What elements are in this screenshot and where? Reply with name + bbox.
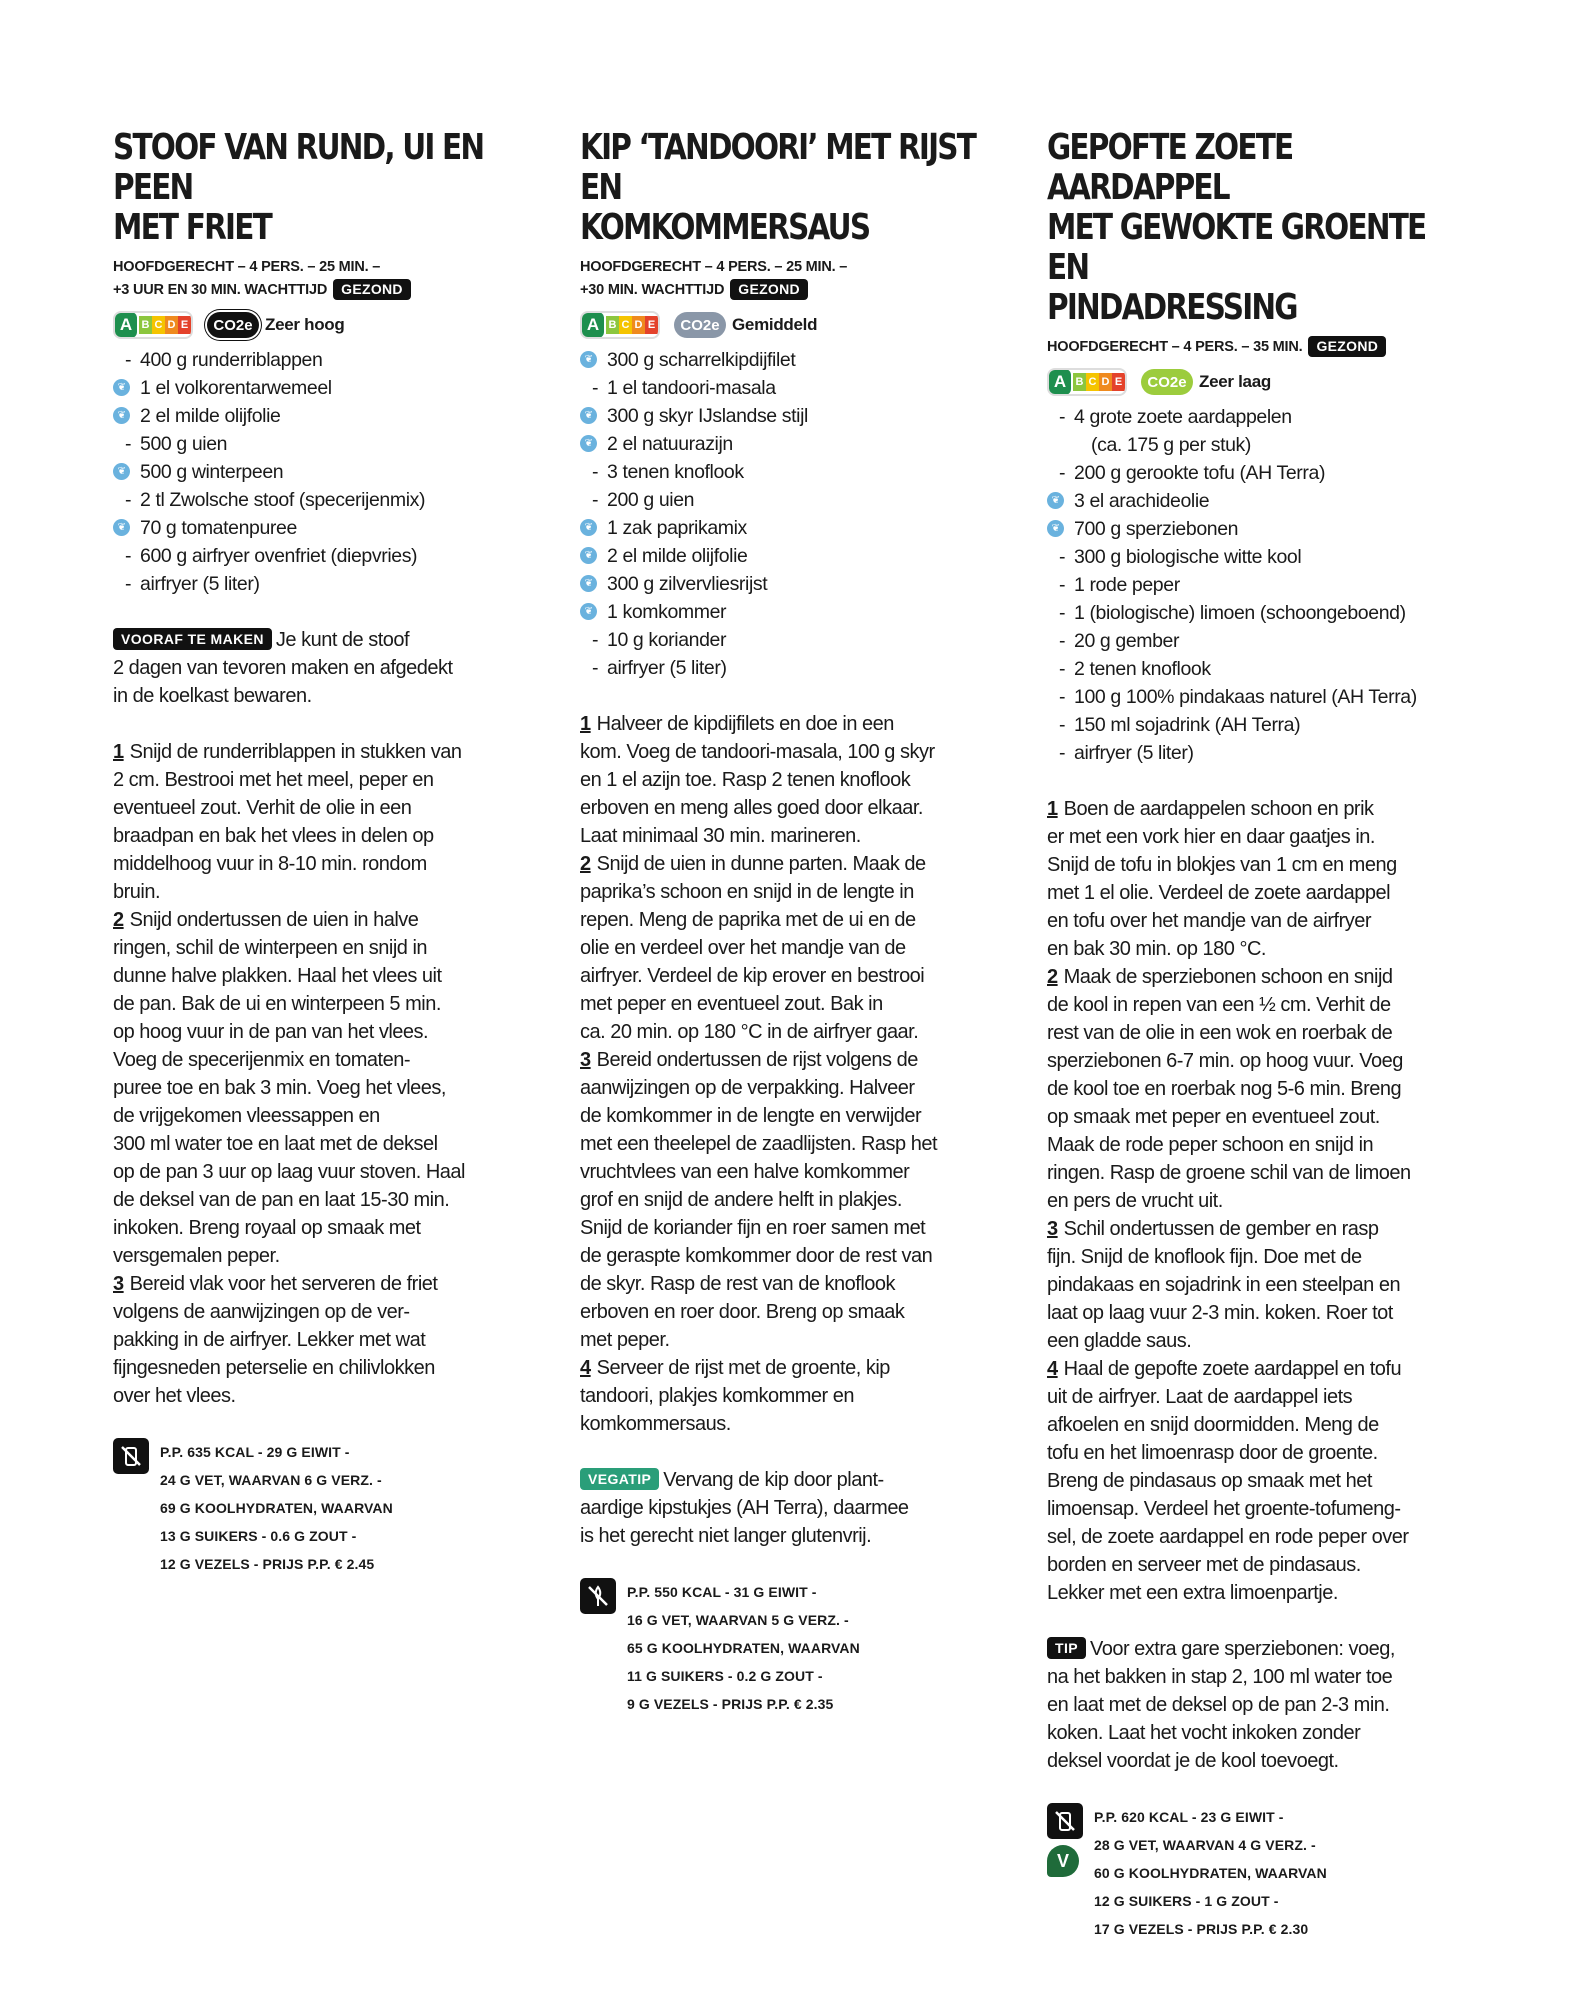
gezond-badge: GEZOND (1308, 336, 1386, 357)
tip-text-line: deksel voordat je de kool toevoegt. (1047, 1750, 1339, 1772)
biological-leaf-icon: ❦ (580, 351, 597, 368)
ingredient-text: 1 el volkorentarwemeel (140, 377, 332, 399)
vegatip-tag: VEGATIP (580, 1468, 659, 1490)
nutrition-info (1047, 1803, 1467, 1943)
tip-text-line: na het bakken in stap 2, 100 ml water toe (1047, 1666, 1393, 1688)
biological-leaf-icon: ❦ (113, 407, 130, 424)
recipe-title-line: STOOF VAN RUND, UI EN PEEN (113, 127, 484, 208)
step-number: 1 (113, 741, 124, 763)
ingredient-item (113, 486, 533, 514)
step-number: 2 (113, 909, 124, 931)
step-text-line: middelhoog vuur in 8-10 min. rondom (113, 853, 427, 875)
ingredient-text: 4 grote zoete aardappelen (1074, 406, 1292, 428)
no-lactose-icon (113, 1438, 149, 1474)
gezond-badge: GEZOND (333, 279, 411, 300)
preparation-step-4 (1047, 1355, 1467, 1607)
recipe-title (580, 128, 998, 248)
recipe-meta (113, 256, 533, 302)
preparation-step-1 (580, 710, 1000, 850)
step-text-line: op hoog vuur in de pan van het vlees. (113, 1021, 429, 1043)
nutri-score-letter-b: B (606, 316, 619, 334)
ingredient-item (1047, 515, 1467, 543)
diet-icons (113, 1438, 160, 1578)
step-text-line: met peper. (580, 1329, 670, 1351)
spacer (580, 1438, 1000, 1466)
ingredient-text: 300 g scharrelkipdijfilet (607, 349, 796, 371)
step-text-line: Maak de rode peper schoon en snijd in (1047, 1134, 1374, 1156)
recipe-column-zoete-aardappel (1047, 128, 1467, 1943)
vegatip-text-line: Vervang de kip door plant- (663, 1469, 884, 1491)
step-text-line: Bereid vlak voor het serveren de friet (129, 1273, 438, 1295)
biological-leaf-icon: ❦ (580, 407, 597, 424)
nutrition-line: 60 G KOOLHYDRATEN, WAARVAN (1094, 1865, 1327, 1881)
nutrition-info (580, 1578, 1000, 1718)
vooraf-tag: VOORAF TE MAKEN (113, 628, 272, 650)
nutrition-line: 69 G KOOLHYDRATEN, WAARVAN (160, 1500, 393, 1516)
meta-course-servings-time: HOOFDGERECHT – 4 PERS. – 25 MIN. – (113, 259, 381, 275)
ingredient-item (580, 430, 1000, 458)
ingredient-item (1047, 487, 1467, 515)
step-text-line: uit de airfryer. Laat de aardappel iets (1047, 1386, 1353, 1408)
ingredient-item (113, 346, 533, 374)
recipe-title-line: PINDADRESSING (1047, 287, 1297, 328)
step-text-line: laat op laag vuur 2-3 min. koken. Roer tot (1047, 1302, 1393, 1324)
preparation-step-1 (113, 738, 533, 906)
nutrition-line: 9 G VEZELS - PRIJS P.P. € 2.35 (627, 1696, 834, 1712)
biological-leaf-icon: ❦ (580, 519, 597, 536)
preparation-step-1 (1047, 795, 1467, 963)
ingredient-list (113, 346, 533, 598)
step-text-line: de kool toe en roerbak nog 5-6 min. Breng (1047, 1078, 1402, 1100)
ingredient-text: 2 el natuurazijn (607, 433, 733, 455)
nutri-score-letter-c: C (152, 316, 165, 334)
step-text-line: sel, de zoete aardappel en rode peper over (1047, 1526, 1409, 1548)
step-text-line: volgens de aanwijzingen op de ver- (113, 1301, 410, 1323)
step-text-line: grof en snijd de andere helft in plakjes. (580, 1189, 902, 1211)
nutrition-text (1094, 1803, 1327, 1943)
nutri-score-letter-e: E (178, 316, 191, 334)
diet-icons (580, 1578, 627, 1718)
ingredient-text: (ca. 175 g per stuk) (1091, 434, 1251, 456)
step-text-line: een gladde saus. (1047, 1330, 1192, 1352)
recipe-column-kip-tandoori (580, 128, 1000, 1718)
step-text-line: Bereid ondertussen de rijst volgens de (596, 1049, 918, 1071)
ingredient-text: 100 g 100% pindakaas naturel (AH Terra) (1074, 686, 1417, 708)
ingredient-text: 400 g runderriblappen (140, 349, 323, 371)
recipe-title (113, 128, 531, 248)
step-text-line: op smaak met peper en eventueel zout. (1047, 1106, 1380, 1128)
meta-course-servings-time: HOOFDGERECHT – 4 PERS. – 25 MIN. – (580, 259, 848, 275)
ingredient-item (113, 430, 533, 458)
ingredient-item (580, 570, 1000, 598)
recipe-title-line: GEPOFTE ZOETE AARDAPPEL (1047, 127, 1293, 208)
vegatip-text-line: aardige kipstukjes (AH Terra), daarmee (580, 1497, 909, 1519)
nutrition-line: 17 G VEZELS - PRIJS P.P. € 2.30 (1094, 1921, 1309, 1937)
step-text-line: Voeg de specerijenmix en tomaten- (113, 1049, 411, 1071)
ingredient-item (1047, 683, 1467, 711)
tip-text-line: en laat met de deksel op de pan 2-3 min. (1047, 1694, 1390, 1716)
ingredient-item (580, 542, 1000, 570)
nutri-score-letter-e: E (645, 316, 658, 334)
ingredient-text: 500 g uien (140, 433, 228, 455)
co2-rating-label: Zeer hoog (265, 315, 345, 334)
ingredient-text: 200 g uien (607, 489, 695, 511)
step-text-line: en tofu over het mandje van de airfryer (1047, 910, 1372, 932)
ingredient-text: 300 g skyr IJslandse stijl (607, 405, 808, 427)
step-text-line: Snijd ondertussen de uien in halve (129, 909, 419, 931)
biological-leaf-icon: ❦ (113, 463, 130, 480)
step-text-line: kom. Voeg de tandoori-masala, 100 g skyr (580, 741, 935, 763)
ingredient-item (1047, 459, 1467, 487)
preparation-step-3 (580, 1046, 1000, 1354)
vooraf-text-line: 2 dagen van tevoren maken en afgedekt (113, 657, 453, 679)
preparation-step-2 (580, 850, 1000, 1046)
diet-icons (1047, 1803, 1094, 1943)
step-number: 4 (1047, 1358, 1058, 1380)
step-number: 3 (1047, 1218, 1058, 1240)
step-text-line: over het vlees. (113, 1385, 236, 1407)
step-text-line: pindakaas en sojadrink in een steelpan en (1047, 1274, 1401, 1296)
ingredient-item (113, 514, 533, 542)
recipe-meta-line (113, 256, 533, 279)
tip-tag: TIP (1047, 1637, 1086, 1659)
step-text-line: de geraspte komkommer door de rest van (580, 1245, 933, 1267)
biological-leaf-icon: ❦ (580, 603, 597, 620)
step-text-line: 2 cm. Bestrooi met het meel, peper en (113, 769, 434, 791)
score-row (113, 308, 533, 342)
ingredient-item (580, 514, 1000, 542)
ingredient-item (580, 402, 1000, 430)
step-text-line: en pers de vrucht uit. (1047, 1190, 1223, 1212)
nutrition-line: 11 G SUIKERS - 0.2 G ZOUT - (627, 1668, 823, 1684)
recipe-title (1047, 128, 1465, 328)
step-text-line: Lekker met een extra limoenpartje. (1047, 1582, 1338, 1604)
nutrition-line: 12 G SUIKERS - 1 G ZOUT - (1094, 1893, 1279, 1909)
recipe-meta-line (580, 279, 1000, 302)
no-lactose-icon (1047, 1803, 1083, 1839)
step-text-line: komkommersaus. (580, 1413, 731, 1435)
step-text-line: erboven en roer door. Breng op smaak (580, 1301, 905, 1323)
step-text-line: fijn. Snijd de knoflook fijn. Doe met de (1047, 1246, 1362, 1268)
preparation-step-2 (113, 906, 533, 1270)
tip-text-line: Voor extra gare sperziebonen: voeg, (1089, 1638, 1395, 1660)
score-row (580, 308, 1000, 342)
step-text-line: aanwijzingen op de verpakking. Halveer (580, 1077, 915, 1099)
preparation-step-3 (1047, 1215, 1467, 1355)
biological-leaf-icon: ❦ (113, 379, 130, 396)
ingredient-text: 300 g zilvervliesrijst (607, 573, 768, 595)
nutrition-line: 13 G SUIKERS - 0.6 G ZOUT - (160, 1528, 357, 1544)
step-text-line: versgemalen peper. (113, 1245, 280, 1267)
step-text-line: met een theelepel de zaadlijsten. Rasp het (580, 1133, 938, 1155)
step-text-line: Haal de gepofte zoete aardappel en tofu (1063, 1358, 1402, 1380)
step-text-line: de kool in repen van een ½ cm. Verhit de (1047, 994, 1391, 1016)
ingredient-text: 300 g biologische witte kool (1074, 546, 1302, 568)
recipe-column-stoof (113, 128, 533, 1578)
step-text-line: Halveer de kipdijfilets en doe in een (596, 713, 894, 735)
ingredient-item (1047, 655, 1467, 683)
step-text-line: puree toe en bak 3 min. Voeg het vlees, (113, 1077, 446, 1099)
ingredient-text: 1 rode peper (1074, 574, 1180, 596)
ingredient-item (580, 654, 1000, 682)
nutri-score-letter-d: D (1099, 373, 1112, 391)
step-text-line: airfryer. Verdeel de kip erover en bestrooi (580, 965, 925, 987)
ingredient-item (1047, 627, 1467, 655)
step-text-line: Boen de aardappelen schoon en prik (1063, 798, 1374, 820)
step-text-line: afkoelen en snijd doormidden. Meng de (1047, 1414, 1379, 1436)
nutri-score-letter-e: E (1112, 373, 1125, 391)
step-text-line: sperziebonen 6-7 min. op hoog vuur. Voeg (1047, 1050, 1403, 1072)
step-text-line: eventueel zout. Verhit de olie in een (113, 797, 412, 819)
gezond-badge: GEZOND (730, 279, 808, 300)
step-text-line: rest van de olie in een wok en roerbak de (1047, 1022, 1393, 1044)
ingredient-text: 1 (biologische) limoen (schoongeboend) (1074, 602, 1406, 624)
step-text-line: Schil ondertussen de gember en rasp (1063, 1218, 1379, 1240)
vegan-icon: V (1047, 1845, 1079, 1877)
ingredient-text: 1 el tandoori-masala (607, 377, 776, 399)
step-text-line: ringen, schil de winterpeen en snijd in (113, 937, 428, 959)
ingredient-text: airfryer (5 liter) (1074, 742, 1194, 764)
recipe-title-line: KIP ‘TANDOORI’ MET RIJST EN (580, 127, 976, 208)
step-number: 2 (580, 853, 591, 875)
step-number: 3 (113, 1273, 124, 1295)
meta-waiting-time: +30 MIN. WACHTTIJD (580, 282, 725, 298)
step-text-line: repen. Meng de paprika met de ui en de (580, 909, 916, 931)
step-number: 1 (580, 713, 591, 735)
ingredient-text: 200 g gerookte tofu (AH Terra) (1074, 462, 1326, 484)
ingredient-item (1047, 403, 1467, 431)
step-text-line: op de pan 3 uur op laag vuur stoven. Haal (113, 1161, 465, 1183)
step-text-line: Breng de pindasaus op smaak met het (1047, 1470, 1372, 1492)
step-text-line: pakking in de airfryer. Lekker met wat (113, 1329, 426, 1351)
ingredient-item (113, 402, 533, 430)
step-text-line: erboven en meng alles goed door elkaar. (580, 797, 923, 819)
tip-note (1047, 1635, 1467, 1775)
nutrition-info (113, 1438, 533, 1578)
preparation-step-4 (580, 1354, 1000, 1438)
ingredient-list (580, 346, 1000, 682)
nutri-score (113, 311, 193, 339)
co2-cloud-icon: CO2e (207, 312, 259, 338)
ingredient-item (113, 458, 533, 486)
recipe-title-line: MET GEWOKTE GROENTE EN (1047, 207, 1426, 288)
spacer (113, 598, 533, 626)
nutrition-line: 16 G VET, WAARVAN 5 G VERZ. - (627, 1612, 849, 1628)
co2-cloud-icon: CO2e (674, 312, 726, 338)
ingredient-text: 700 g sperziebonen (1074, 518, 1239, 540)
ingredient-text: 2 el milde olijfolie (140, 405, 281, 427)
step-text-line: 300 ml water toe en laat met de deksel (113, 1133, 438, 1155)
step-text-line: olie en verdeel over het mandje van de (580, 937, 906, 959)
ingredient-item (113, 542, 533, 570)
nutrition-line: 12 G VEZELS - PRIJS P.P. € 2.45 (160, 1556, 375, 1572)
nutri-score-letter-a: A (582, 312, 604, 338)
ingredient-text: 2 el milde olijfolie (607, 545, 748, 567)
nutri-score-letter-b: B (1073, 373, 1086, 391)
ingredient-item (113, 570, 533, 598)
step-text-line: ringen. Rasp de groene schil van de limoen (1047, 1162, 1411, 1184)
nutri-score-letter-d: D (632, 316, 645, 334)
ingredient-text: 3 el arachideolie (1074, 490, 1210, 512)
preparation-step-3 (113, 1270, 533, 1410)
ingredient-text: airfryer (5 liter) (140, 573, 260, 595)
vooraf-text-line: in de koelkast bewaren. (113, 685, 312, 707)
step-text-line: de pan. Bak de ui en winterpeen 5 min. (113, 993, 441, 1015)
step-text-line: Maak de sperziebonen schoon en snijd (1063, 966, 1393, 988)
step-text-line: fijngesneden peterselie en chilivlokken (113, 1357, 435, 1379)
meta-course-servings-time: HOOFDGERECHT – 4 PERS. – 35 MIN. (1047, 339, 1303, 355)
ingredient-text: 10 g koriander (607, 629, 727, 651)
step-text-line: Serveer de rijst met de groente, kip (596, 1357, 890, 1379)
ingredient-text: 2 tenen knoflook (1074, 658, 1211, 680)
step-text-line: paprika’s schoon en snijd in de lengte in (580, 881, 914, 903)
nutri-score-letter-c: C (619, 316, 632, 334)
ingredient-item (1047, 711, 1467, 739)
step-text-line: inkoken. Breng royaal op smaak met (113, 1217, 421, 1239)
vooraf-text-line: Je kunt de stoof (275, 629, 410, 651)
biological-leaf-icon: ❦ (580, 547, 597, 564)
spacer (113, 710, 533, 738)
step-text-line: de skyr. Rasp de rest van de knoflook (580, 1273, 896, 1295)
step-number: 1 (1047, 798, 1058, 820)
ingredient-item (580, 598, 1000, 626)
step-text-line: de komkommer in de lengte en verwijder (580, 1105, 922, 1127)
nutri-score-letter-c: C (1086, 373, 1099, 391)
ingredient-text: 3 tenen knoflook (607, 461, 744, 483)
recipe-title-line: KOMKOMMERSAUS (580, 207, 870, 248)
step-text-line: limoensap. Verdeel het groente-tofumeng- (1047, 1498, 1401, 1520)
vegatip-text-line: is het gerecht niet langer glutenvrij. (580, 1525, 872, 1547)
recipe-meta (1047, 336, 1467, 359)
step-number: 2 (1047, 966, 1058, 988)
nutri-score (1047, 368, 1127, 396)
step-text-line: borden en serveer met de pindasaus. (1047, 1554, 1361, 1576)
spacer (1047, 767, 1467, 795)
nutri-score (580, 311, 660, 339)
step-text-line: de vrijgekomen vleessappen en (113, 1105, 380, 1127)
nutri-score-letter-a: A (1049, 369, 1071, 395)
tip-text-line: koken. Laat het vocht inkoken zonder (1047, 1722, 1361, 1744)
nutrition-line: 28 G VET, WAARVAN 4 G VERZ. - (1094, 1837, 1316, 1853)
step-text-line: en 1 el azijn toe. Rasp 2 tenen knoflook (580, 769, 911, 791)
nutri-score-letter-b: B (139, 316, 152, 334)
nutrition-text (627, 1578, 860, 1718)
step-text-line: Snijd de runderriblappen in stukken van (129, 741, 462, 763)
step-text-line: Snijd de uien in dunne parten. Maak de (596, 853, 926, 875)
step-text-line: bruin. (113, 881, 161, 903)
step-text-line: Snijd de koriander fijn en roer samen met (580, 1217, 926, 1239)
step-text-line: de deksel van de pan en laat 15-30 min. (113, 1189, 450, 1211)
preparation-step-2 (1047, 963, 1467, 1215)
ingredient-text: 500 g winterpeen (140, 461, 284, 483)
step-text-line: tandoori, plakjes komkommer en (580, 1385, 855, 1407)
ingredient-text: 1 zak paprikamix (607, 517, 747, 539)
step-text-line: dunne halve plakken. Haal het vlees uit (113, 965, 442, 987)
nutri-score-letter-a: A (115, 312, 137, 338)
ingredient-item (113, 374, 533, 402)
recipe-meta-line (113, 279, 533, 302)
biological-leaf-icon: ❦ (1047, 520, 1064, 537)
step-number: 3 (580, 1049, 591, 1071)
nutrition-text (160, 1438, 393, 1578)
vegatip-note (580, 1466, 1000, 1550)
ingredient-item (1047, 431, 1467, 459)
score-row (1047, 365, 1467, 399)
step-text-line: Laat minimaal 30 min. marineren. (580, 825, 861, 847)
recipe-meta (580, 256, 1000, 302)
nutrition-line: 24 G VET, WAARVAN 6 G VERZ. - (160, 1472, 382, 1488)
ingredient-item (580, 626, 1000, 654)
ingredient-text: 150 ml sojadrink (AH Terra) (1074, 714, 1301, 736)
spacer (1047, 1607, 1467, 1635)
step-text-line: vruchtvlees van een halve komkommer (580, 1161, 910, 1183)
gluten-free-icon (580, 1578, 616, 1614)
ingredient-item (580, 458, 1000, 486)
ingredient-item (580, 346, 1000, 374)
ingredient-text: 20 g gember (1074, 630, 1180, 652)
nutri-score-letter-d: D (165, 316, 178, 334)
step-text-line: met 1 el olie. Verdeel de zoete aardappel (1047, 882, 1391, 904)
step-text-line: en bak 30 min. op 180 °C. (1047, 938, 1266, 960)
spacer (580, 682, 1000, 710)
co2-rating-label: Zeer laag (1199, 372, 1271, 391)
ingredient-text: 2 tl Zwolsche stoof (specerijenmix) (140, 489, 426, 511)
ingredient-text: 70 g tomatenpuree (140, 517, 297, 539)
vooraf-note (113, 626, 533, 710)
nutrition-line: P.P. 620 KCAL - 23 G EIWIT - (1094, 1809, 1284, 1825)
recipe-title-line: MET FRIET (113, 207, 271, 248)
step-text-line: met peper en eventueel zout. Bak in (580, 993, 883, 1015)
step-text-line: braadpan en bak het vlees in delen op (113, 825, 434, 847)
step-text-line: ca. 20 min. op 180 °C in de airfryer gaar. (580, 1021, 919, 1043)
nutrition-line: 65 G KOOLHYDRATEN, WAARVAN (627, 1640, 860, 1656)
ingredient-item (1047, 599, 1467, 627)
nutrition-line: P.P. 550 KCAL - 31 G EIWIT - (627, 1584, 817, 1600)
ingredient-item (1047, 571, 1467, 599)
ingredient-list (1047, 403, 1467, 767)
ingredient-item (1047, 739, 1467, 767)
meta-waiting-time: +3 UUR EN 30 MIN. WACHTTIJD (113, 282, 328, 298)
ingredient-text: 600 g airfryer ovenfriet (diepvries) (140, 545, 418, 567)
nutrition-line: P.P. 635 KCAL - 29 G EIWIT - (160, 1444, 350, 1460)
biological-leaf-icon: ❦ (113, 519, 130, 536)
ingredient-text: 1 komkommer (607, 601, 727, 623)
step-text-line: tofu en het limoenrasp door de groente. (1047, 1442, 1378, 1464)
step-text-line: er met een vork hier en daar gaatjes in. (1047, 826, 1375, 848)
ingredient-text: airfryer (5 liter) (607, 657, 727, 679)
step-number: 4 (580, 1357, 591, 1379)
biological-leaf-icon: ❦ (1047, 492, 1064, 509)
biological-leaf-icon: ❦ (580, 575, 597, 592)
step-text-line: Snijd de tofu in blokjes van 1 cm en meng (1047, 854, 1397, 876)
biological-leaf-icon: ❦ (580, 435, 597, 452)
co2-rating-label: Gemiddeld (732, 315, 818, 334)
ingredient-item (580, 486, 1000, 514)
ingredient-item (580, 374, 1000, 402)
ingredient-item (1047, 543, 1467, 571)
co2-cloud-icon: CO2e (1141, 369, 1193, 395)
recipe-meta-line (580, 256, 1000, 279)
recipe-meta-line (1047, 336, 1467, 359)
